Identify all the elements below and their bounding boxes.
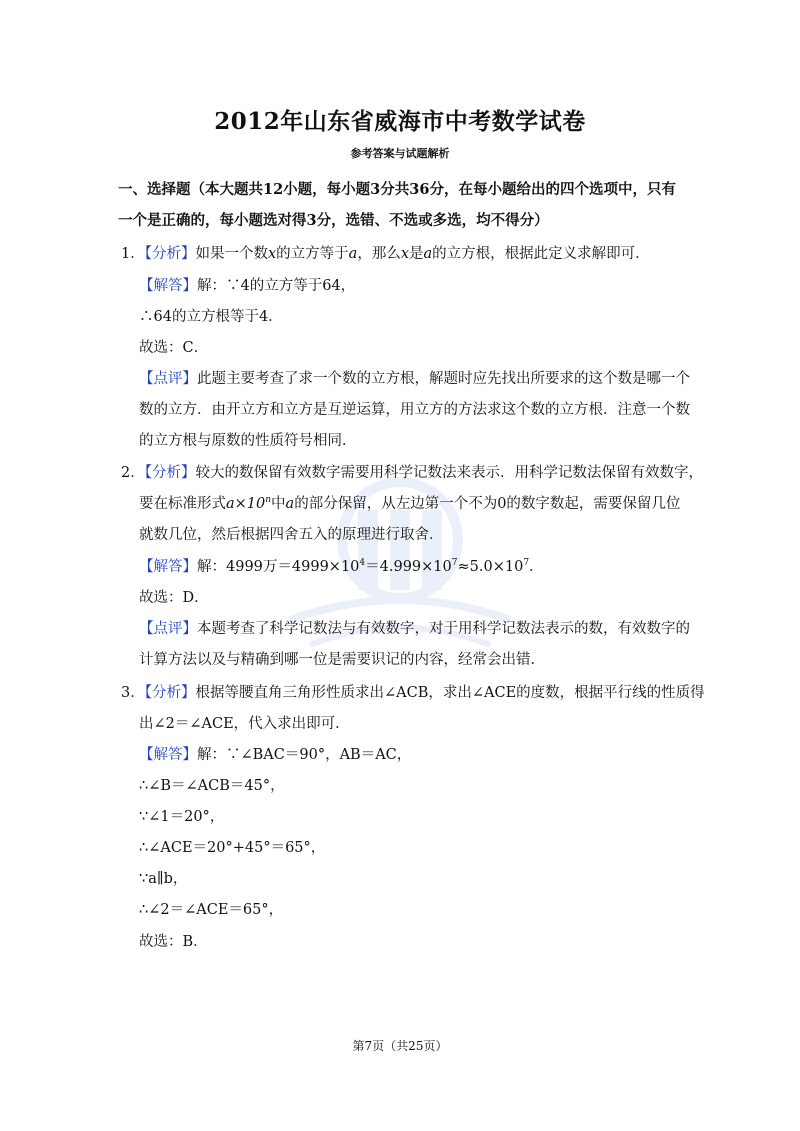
q1-analysis-text-d: 是 — [409, 246, 424, 262]
q3-number: 3． — [121, 685, 145, 701]
q3-analysis-tag: 【分析】 — [144, 685, 196, 701]
q1-var-a-2: a — [423, 246, 433, 262]
q2-comment-line-2: 计算方法以及与精确到哪一位是需要识记的内容，经常会出错． — [139, 652, 545, 668]
q2-analysis-line-3: 就数几位，然后根据四舍五入的原理进行取舍． — [139, 527, 444, 543]
q2-answer-exp-2: 7 — [451, 558, 458, 568]
q3-step-2: ∵∠1＝20°， — [139, 809, 225, 825]
q1-comment-line-3: 的立方根与原数的性质符号相同． — [139, 433, 357, 449]
q3-analysis — [121, 681, 705, 702]
section-heading-line-1: 一、选择题（本大题共12小题，每小题3分共36分，在每小题给出的四个选项中，只有 — [118, 181, 676, 198]
q2-formula-exponent: n — [265, 495, 272, 505]
q2-analysis-tag: 【分析】 — [144, 465, 196, 481]
q2-answer-tag: 【解答】 — [139, 559, 197, 575]
q1-comment — [139, 367, 690, 388]
q2-comment-tag: 【点评】 — [139, 621, 197, 637]
page-footer: 第7页（共25页） — [352, 1039, 448, 1053]
q2-analysis-text-d: 的部分保留，从左边第一个不为0的数字数起，需要保留几位 — [294, 496, 681, 512]
q2-comment — [139, 617, 690, 638]
q1-var-x-2: x — [400, 246, 410, 262]
q1-answer-tag: 【解答】 — [139, 278, 197, 294]
q2-answer-text-c: ≈5.0×10 — [457, 559, 524, 575]
q1-comment-line-1: 此题主要考查了求一个数的立方根，解题时应先找出所要求的这个数是哪一个 — [197, 371, 690, 387]
q2-analysis-text-c: 中 — [271, 496, 286, 512]
q2-comment-line-1: 本题考查了科学记数法与有效数字，对于用科学记数法表示的数，有效数字的 — [197, 621, 690, 637]
q2-answer-text-a: 解：4999万＝4999×10 — [197, 559, 360, 575]
page-subtitle: 参考答案与试题解析 — [350, 147, 450, 160]
section-heading-line-2: 一个是正确的，每小题选对得3分，选错、不选或多选，均不得分） — [118, 212, 549, 229]
q2-analysis-line-2 — [139, 492, 680, 513]
q1-answer — [139, 274, 355, 295]
q2-number: 2． — [121, 465, 145, 481]
q1-choice: 故选：C． — [139, 340, 209, 356]
q2-analysis — [121, 461, 703, 482]
q3-step-1: ∴∠B＝∠ACB＝45°， — [139, 778, 285, 794]
q1-comment-tag: 【点评】 — [139, 371, 197, 387]
q3-step-5: ∴∠2＝∠ACE＝65°， — [139, 902, 284, 918]
q2-choice: 故选：D． — [139, 590, 209, 606]
q2-answer-text-b: ＝4.999×10 — [365, 559, 452, 575]
q1-var-a: a — [348, 246, 358, 262]
q3-step-4: ∵a∥b， — [139, 871, 188, 887]
q2-var-a: a — [285, 496, 295, 512]
q1-analysis-tag: 【分析】 — [144, 246, 196, 262]
q3-choice: 故选：B． — [139, 934, 208, 950]
q2-answer — [139, 555, 544, 576]
q2-formula: a×10 — [226, 496, 266, 512]
q1-comment-line-2: 数的立方．由开立方和立方是互逆运算，用立方的方法求这个数的立方根．注意一个数 — [139, 402, 690, 418]
q2-answer-text-d: ． — [529, 559, 544, 575]
q3-analysis-line-2: 出∠2＝∠ACE，代入求出即可． — [139, 716, 350, 732]
q1-number: 1． — [121, 246, 145, 262]
q3-answer-tag: 【解答】 — [139, 747, 197, 763]
q1-analysis-text-a: 如果一个数 — [195, 246, 268, 262]
q1-analysis-text-b: 的立方等于 — [276, 246, 349, 262]
q3-answer-text: 解：∵∠BAC＝90°，AB＝AC， — [197, 747, 412, 763]
q1-step-1: ∴64的立方根等于4． — [139, 309, 283, 325]
q2-answer-exp-1: 4 — [359, 558, 366, 568]
q3-analysis-line-1: 根据等腰直角三角形性质求出∠ACB，求出∠ACE的度数，根据平行线的性质得 — [195, 685, 705, 701]
q3-step-3: ∴∠ACE＝20°+45°＝65°， — [139, 840, 326, 856]
q1-answer-text: 解：∵4的立方等于64， — [197, 278, 356, 294]
q3-answer — [139, 743, 411, 764]
page-title: 2012年山东省威海市中考数学试卷 — [214, 108, 586, 135]
q2-analysis-line-1: 较大的数保留有效数字需要用科学记数法来表示．用科学记数法保留有效数字， — [195, 465, 703, 481]
q2-analysis-text-a: 要在标准形式 — [139, 496, 226, 512]
q1-var-x: x — [267, 246, 277, 262]
q2-answer-exp-3: 7 — [523, 558, 530, 568]
q1-analysis-text-e: 的立方根，根据此定义求解即可． — [432, 246, 650, 262]
q1-analysis — [121, 242, 650, 263]
q1-analysis-text-c: ，那么 — [357, 246, 401, 262]
